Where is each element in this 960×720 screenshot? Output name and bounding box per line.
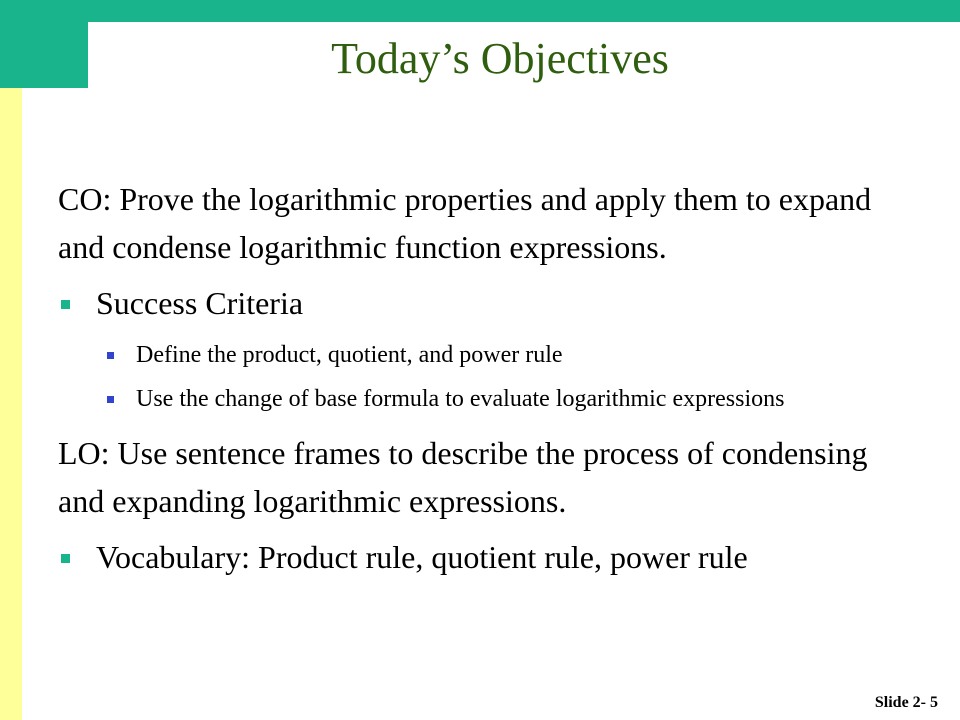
slide-body (58, 175, 918, 581)
slide-number: Slide 2- 5 (874, 694, 938, 711)
slide-title: Today’s Objectives (331, 34, 669, 83)
vocabulary-text: Vocabulary: Product rule, quotient rule, power rule (96, 539, 748, 575)
language-objective: LO: Use sentence frames to describe the process of condensing and expanding logarithmic expressions. (58, 435, 868, 519)
square-bullet-icon (61, 554, 70, 563)
criteria-item-text: Use the change of base formula to evaluate logarithmic expressions (136, 386, 785, 412)
left-accent-bar (0, 88, 22, 720)
square-bullet-icon (61, 300, 70, 309)
square-bullet-icon (107, 396, 114, 403)
criteria-item (136, 383, 876, 415)
success-criteria-bullet (58, 279, 918, 327)
top-accent-bar (0, 0, 960, 22)
criteria-item (136, 339, 876, 371)
criteria-item-text: Define the product, quotient, and power rule (136, 342, 563, 368)
vocabulary-bullet (58, 533, 918, 581)
square-bullet-icon (107, 352, 114, 359)
success-criteria-heading: Success Criteria (96, 285, 304, 321)
content-objective: CO: Prove the logarithmic properties and apply them to expand and condense logarithmic function expressions. (58, 181, 872, 265)
